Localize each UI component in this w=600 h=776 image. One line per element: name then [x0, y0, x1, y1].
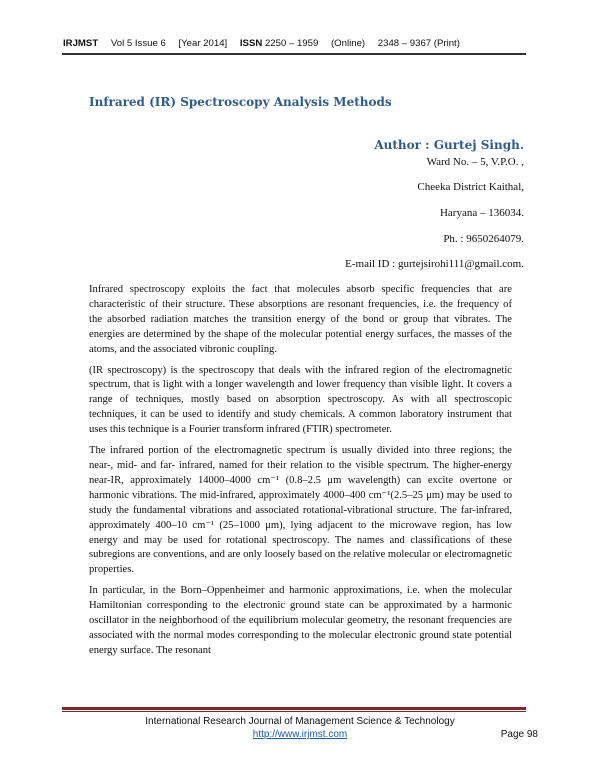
- author-email: E-mail ID : gurtejsirohi111@gmail.com.: [345, 258, 524, 270]
- author-address-line-3: Haryana – 136034.: [439, 207, 524, 219]
- running-header: [63, 38, 470, 49]
- paragraph: In particular, in the Born–Oppenheimer and harmonic approximations, i.e. when the molecular Hamiltonian corresponding to the electronic ground state can be approximated by a harmonic oscillator in the neighborhood of the equilibrium molecular geometry, the resonant frequencies are associated with the normal modes corresponding to the molecular electronic ground state potential energy surface. The resonant: [89, 585, 512, 656]
- paragraph: (IR spectroscopy) is the spectroscopy that deals with the infrared region of the electromagnetic spectrum, that is light with a longer wavelength and lower frequency than visible light. It covers a range of techniques, mostly based on absorption spectroscopy. As with all spectroscopic techniques, it can be used to identify and study chemicals. A common laboratory instrument that uses this technique is a Fourier transform infrared (FTIR) spectrometer.: [89, 364, 512, 436]
- header-year: [Year 2014]: [178, 38, 228, 49]
- header-journal: IRJMST: [63, 38, 99, 49]
- header-issn-print: 2348 – 9367 (Print): [377, 38, 460, 49]
- page-number: Page 98: [500, 729, 538, 740]
- footer-journal: International Research Journal of Management Science & Technology: [145, 716, 455, 727]
- paragraph: The infrared portion of the electromagnetic spectrum is usually divided into three regions; the near-, mid- and far- infrared, named for their relation to the visible spectrum. The higher-energy near-IR, approximately 14000–4000 cm⁻¹ (0.8–2.5 μm wavelength) can excite overtone or harmonic vibrations. The mid-infrared, approximately 4000–400 cm⁻¹(2.5–25 μm) may be used to study the fundamental vibrations and associated rotational-vibrational structure. The far-infrared, approximately 400–10 cm⁻¹ (25–1000 μm), lying adjacent to the microwave region, has low energy and may be used for rotational spectroscopy. The names and classifications of these subregions are conventions, and are only loosely based on the relative molecular or electromagnetic properties.: [89, 445, 513, 576]
- header-volume: Vol 5 Issue 6: [110, 38, 166, 49]
- footer-rule-thin: [62, 711, 526, 712]
- article-title: Infrared (IR) Spectroscopy Analysis Methods: [89, 95, 392, 109]
- footer-link[interactable]: http://www.irjmst.com: [252, 729, 348, 740]
- paragraph: Infrared spectroscopy exploits the fact that molecules absorb specific frequencies that are characteristic of their structure. These absorptions are resonant frequencies, i.e. the frequency of the absorbed radiation matches the transition energy of the bond or group that vibrates. The energies are determined by the shape of the molecular potential energy surfaces, the masses of the atoms, and the associated vibronic coupling.: [89, 284, 512, 355]
- author-address-line-2: Cheeka District Kaithal,: [417, 181, 524, 193]
- header-online: (Online): [330, 38, 366, 49]
- author-name: Author : Gurtej Singh.: [374, 138, 524, 152]
- header-issn-label: ISSN: [239, 38, 263, 49]
- author-address-line-1: Ward No. – 5, V.P.O. ,: [426, 156, 524, 168]
- footer-rule: [62, 707, 526, 710]
- author-phone: Ph. : 9650264079.: [443, 233, 524, 245]
- article-body: [89, 283, 512, 665]
- header-rule: [62, 53, 526, 55]
- header-issn-online: 2250 – 1959: [264, 38, 319, 49]
